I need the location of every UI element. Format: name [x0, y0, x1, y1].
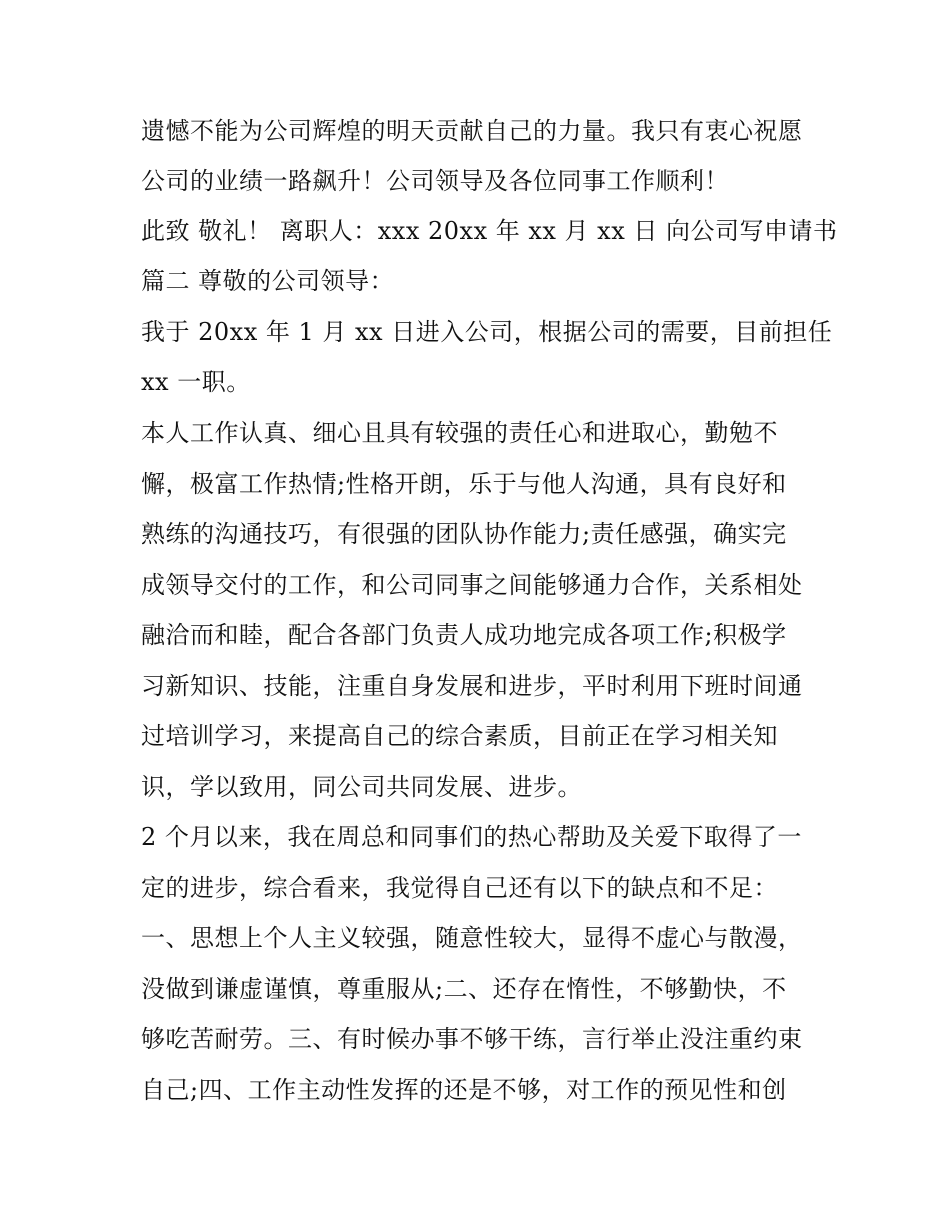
text-line: 过培训学习，来提高自己的综合素质，目前正在学习相关知 — [141, 722, 778, 750]
text-line: 一、思想上个人主义较强，随意性较大，显得不虚心与散漫， — [141, 924, 803, 952]
text-line: 没做到谦虚谨慎，尊重服从;二、还存在惰性，不够勤快，不 — [141, 975, 787, 1003]
text-line: 识，学以致用，同公司共同发展、进步。 — [141, 773, 582, 801]
text-line: 够吃苦耐劳。三、有时候办事不够干练，言行举止没注重约束 — [141, 1025, 803, 1053]
text-line: 自己;四、工作主动性发挥的还是不够，对工作的预见性和创 — [141, 1076, 787, 1104]
text-line: 2 个月以来，我在周总和同事们的热心帮助及关爱下取得了一 — [141, 823, 802, 851]
text-line: 熟练的沟通技巧，有很强的团队协作能力;责任感强，确实完 — [141, 520, 787, 548]
text-line: 定的进步，综合看来，我觉得自己还有以下的缺点和不足： — [141, 874, 778, 902]
text-line: 此致 敬礼！ 离职人：xxx 20xx 年 xx 月 xx 日 向公司写申请书 — [141, 217, 838, 245]
text-line: 成领导交付的工作，和公司同事之间能够通力合作，关系相处 — [141, 571, 803, 599]
text-line: 公司的业绩一路飙升！公司领导及各位同事工作顺利！ — [141, 167, 729, 195]
text-line: 我于 20xx 年 1 月 xx 日进入公司，根据公司的需要，目前担任 — [141, 318, 833, 346]
text-line: 懈，极富工作热情;性格开朗，乐于与他人沟通，具有良好和 — [141, 470, 787, 498]
text-line: xx 一职。 — [141, 368, 251, 396]
text-line: 习新知识、技能，注重自身发展和进步，平时利用下班时间通 — [141, 672, 803, 700]
text-line: 篇二 尊敬的公司领导： — [141, 267, 395, 295]
text-line: 遗憾不能为公司辉煌的明天贡献自己的力量。我只有衷心祝愿 — [141, 117, 803, 145]
text-line: 本人工作认真、细心且具有较强的责任心和进取心，勤勉不 — [141, 419, 778, 447]
text-line: 融洽而和睦，配合各部门负责人成功地完成各项工作;积极学 — [141, 621, 787, 649]
